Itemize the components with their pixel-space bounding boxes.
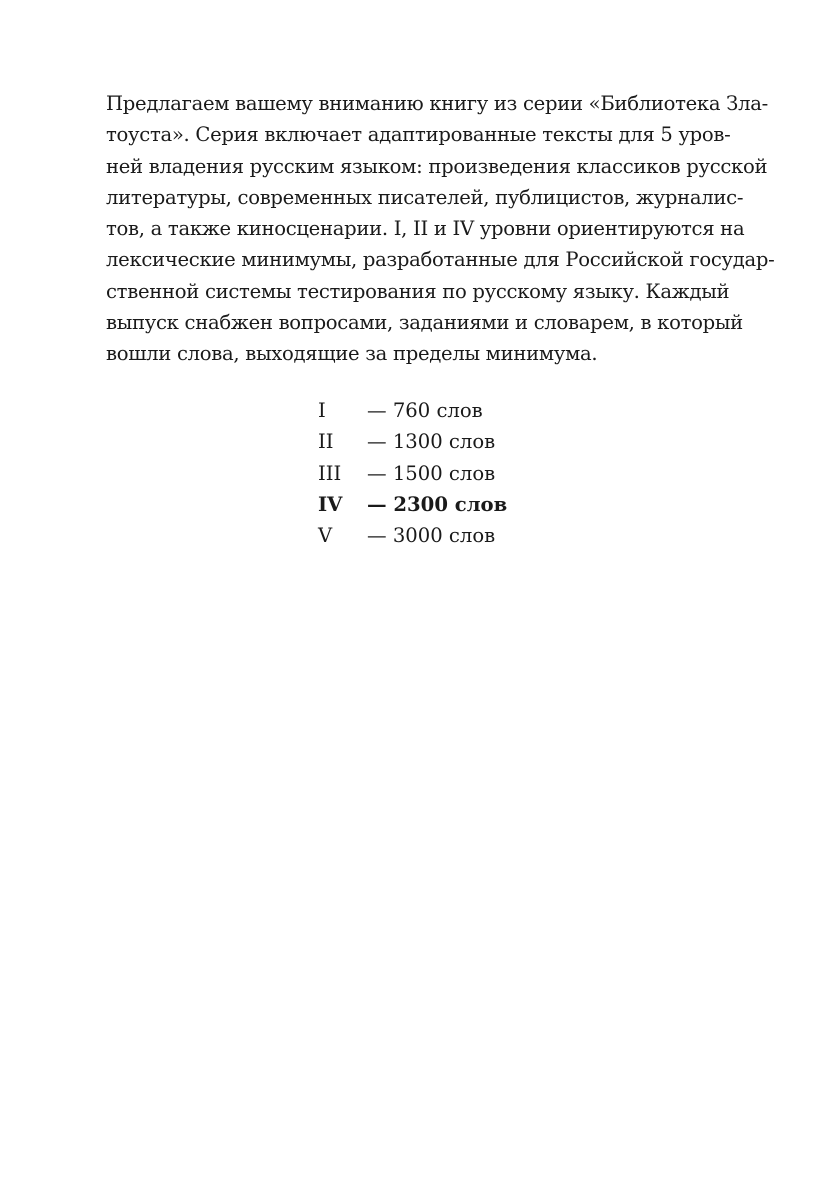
- level-number: II: [318, 430, 334, 454]
- level-number: I: [318, 399, 326, 422]
- level-row: [318, 458, 507, 489]
- description-line: лексические минимумы, разработанные для Российской государ-: [106, 248, 775, 272]
- level-number: III: [318, 461, 342, 485]
- description-line: тов, а также киносценарии. I, II и IV уровни ориентируются на: [106, 217, 745, 241]
- level-number: IV: [318, 492, 343, 516]
- description-line: вошли слова, выходящие за пределы минимума.: [106, 342, 598, 366]
- level-word-count: — 1500 слов: [367, 461, 496, 485]
- level-word-count: — 3000 слов: [367, 524, 496, 548]
- level-row-highlighted: [318, 489, 507, 520]
- level-row: [318, 426, 507, 457]
- level-number: V: [318, 524, 333, 548]
- level-word-counts-list: [318, 395, 507, 551]
- description-line: ней владения русским языком: произведения классиков русской: [106, 154, 768, 178]
- description-line: Предлагаем вашему вниманию книгу из серии «Библиотека Зла-: [106, 92, 768, 115]
- level-word-count: — 2300 слов: [367, 492, 508, 516]
- level-row: [318, 395, 507, 426]
- level-word-count: — 1300 слов: [367, 430, 496, 454]
- description-line: литературы, современных писателей, публицистов, журналис-: [106, 185, 744, 209]
- description-line: тоуста». Серия включает адаптированные тексты для 5 уров-: [106, 123, 731, 147]
- series-description: [106, 88, 775, 370]
- level-row: [318, 520, 507, 551]
- description-line: выпуск снабжен вопросами, заданиями и словарем, в который: [106, 311, 743, 335]
- level-word-count: — 760 слов: [367, 399, 483, 422]
- description-line: ственной системы тестирования по русскому языку. Каждый: [106, 279, 730, 303]
